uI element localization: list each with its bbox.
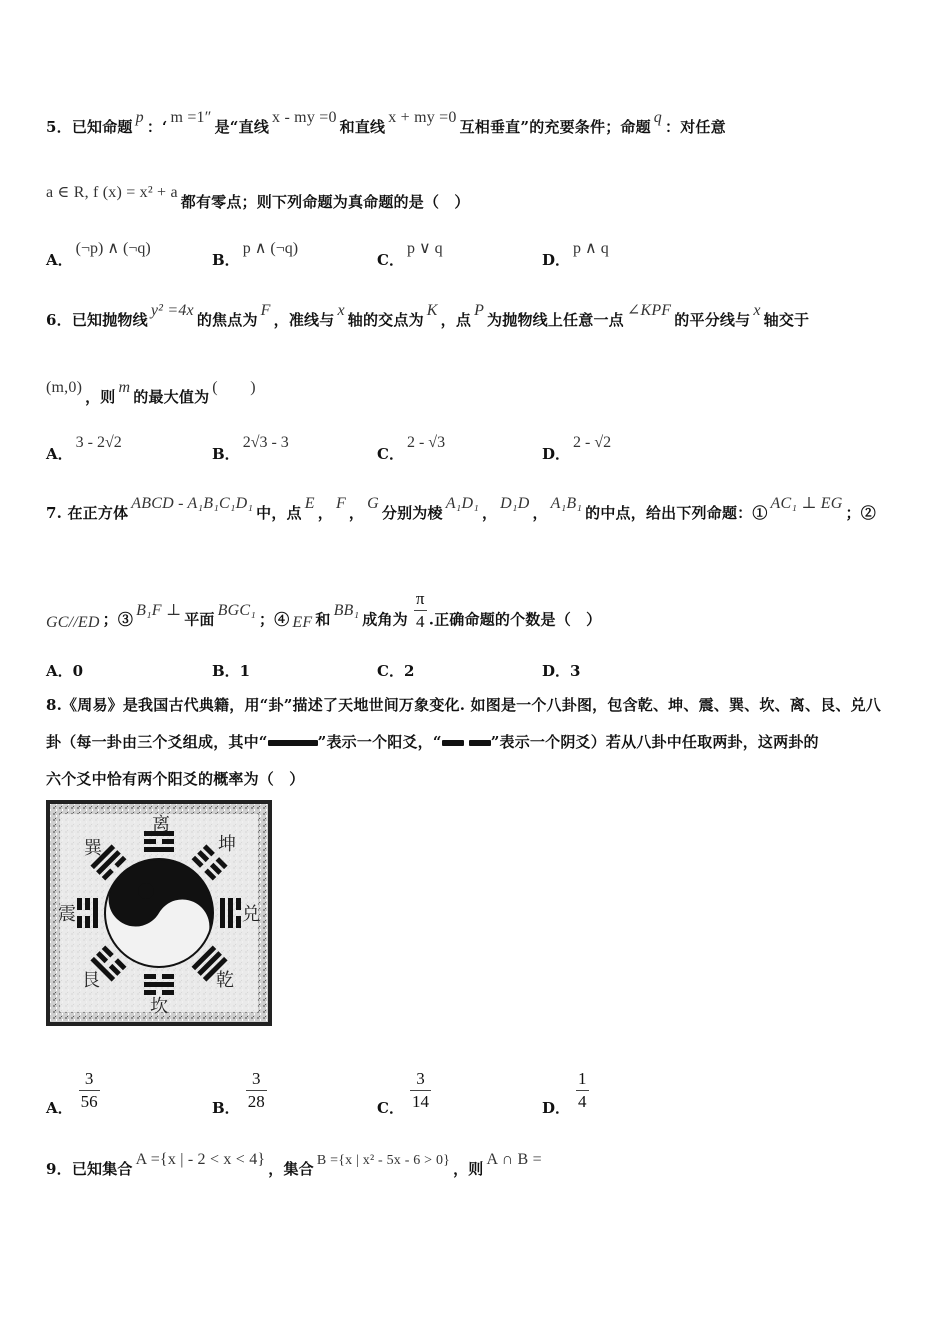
q7-pi-over-4: $\frac{\pi}{4}$ [415,589,425,631]
q7-option-c[interactable]: C．2 [377,662,415,680]
yang-line-icon [268,740,318,746]
trigram-label-dui: 兑 [242,904,260,925]
trigram-label-zhen: 震 [58,904,76,925]
q7-line-2: GC//ED ；③B₁F ⊥平面BGC₁；④ EF 和BB₁成角为 $\frac{\pi}{4}$ .正确命题的个数是（ ） [46,589,602,631]
yin-line-icon-left [442,740,464,746]
q8-line-3: 六个爻中恰有两个阳爻的概率为（ ） [46,770,305,788]
q6-option-b[interactable]: B．2√3 - 3 [212,434,289,463]
trigram-label-xun: 巽 [84,838,102,859]
q6-option-a[interactable]: A．3 - 2√2 [46,434,122,463]
q7-line-1: 7. 在正方体ABCD - A₁B₁C₁D₁中，点E，F，G分别为棱A₁D₁，D₁D，A₁B₁的中点，给出下列命题：①AC₁ ⊥ EG；② [46,495,876,522]
q5-option-d[interactable]: D．p ∧ q [542,240,609,269]
q8-line-1: 8.《周易》是我国古代典籍，用“卦”描述了天地世间万象变化. 如图是一个八卦图，包含乾、坤、震、巽、坎、离、艮、兑八 [46,696,881,714]
trigram-label-kan: 坎 [150,996,168,1017]
q6-option-d[interactable]: D．2 - √2 [542,434,612,463]
bagua-diagram [46,800,272,1026]
trigram-label-kun: 坤 [218,834,236,855]
q8-option-a[interactable]: A． $\frac{3}{56}$ [46,1069,98,1117]
q5-line-2: a ∈ R, f (x) = x² + a都有零点；则下列命题为真命题的是（ ） [46,184,470,211]
q5-option-b[interactable]: B．p ∧ (¬q) [212,240,299,269]
q7-option-a[interactable]: A．0 [46,662,84,680]
q9-line-1: 9．已知集合A ={x | - 2 < x < 4}，集合 B ={x | x² - 5x - 6 > 0} ，则A ∩ B = [46,1151,542,1178]
q6-option-c[interactable]: C．2 - √3 [377,434,446,463]
trigram-label-qian: 乾 [216,970,234,991]
q8-option-b[interactable]: B． $\frac{3}{28}$ [212,1069,265,1117]
q6-line-2: (m,0)，则m的最大值为( ) [46,379,256,406]
yin-line-icon-right [469,740,491,746]
q5-option-a[interactable]: A．(¬p) ∧ (¬q) [46,240,151,269]
q7-option-d[interactable]: D．3 [542,662,581,680]
q5-line-1: 5．已知命题p：‘m =1″是“直线x - my =0和直线x + my =0互相垂直”的充要条件；命题q：对任意 [46,109,726,136]
q8-option-c[interactable]: C． $\frac{3}{14}$ [377,1069,429,1117]
q6-line-1: 6．已知抛物线y² =4x的焦点为F，准线与x轴的交点为K，点P为抛物线上任意一点∠KPF的平分线与x轴交于 [46,302,810,329]
trigram-label-gen: 艮 [82,970,100,991]
q8-line-2: 卦（每一卦由三个爻组成，其中“ ”表示一个阳爻，“ ”表示一个阴爻）若从八卦中任取两卦，这两卦的 [46,733,819,751]
q7-option-b[interactable]: B．1 [212,662,251,680]
q5-option-c[interactable]: C．p ∨ q [377,240,443,269]
trigram-label-li: 离 [152,814,170,835]
q8-option-d[interactable]: D． $\frac{1}{4}$ [542,1069,587,1117]
